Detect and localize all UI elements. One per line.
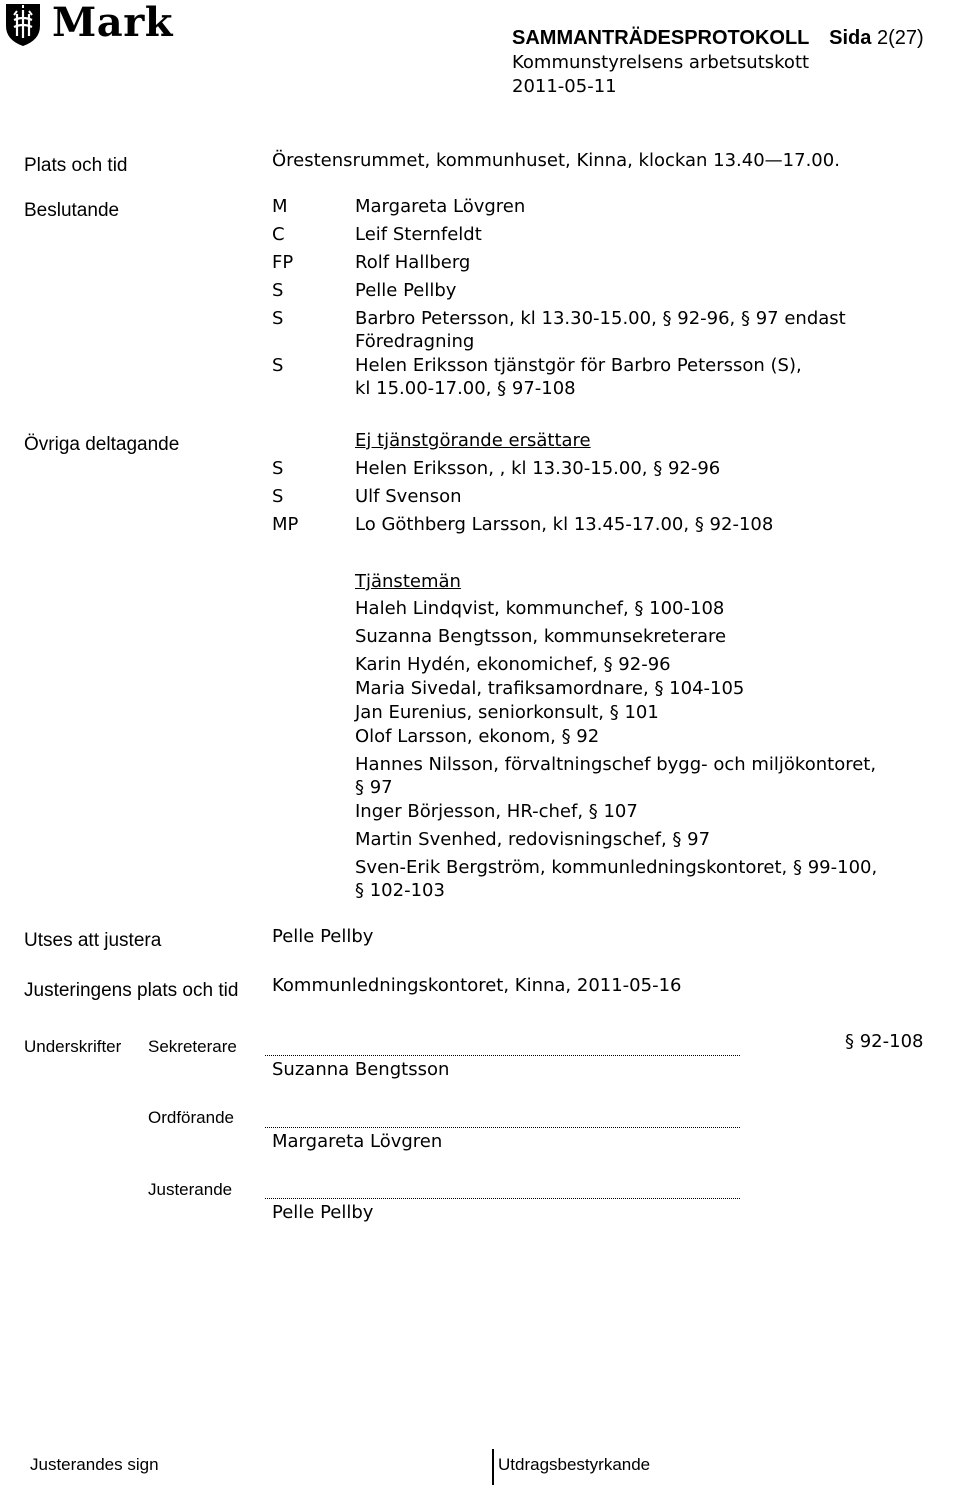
participant-name: Helen Eriksson, , kl 13.30-15.00, § 92-96 (355, 458, 721, 479)
meeting-date: 2011-05-11 (512, 76, 617, 97)
page-number: 2(27) (876, 27, 924, 49)
adjust-place-value: Kommunledningskontoret, Kinna, 2011-05-16 (272, 975, 682, 996)
decider-name: Pelle Pellby (355, 280, 457, 301)
official-line: Maria Sivedal, trafiksamordnare, § 104-105 (355, 678, 745, 699)
page-label: Sida (829, 27, 872, 49)
participant-party: MP (272, 514, 299, 535)
place-label: Plats och tid (24, 155, 128, 176)
municipality-logo (4, 2, 184, 50)
decider-name: Leif Sternfeldt (355, 224, 482, 245)
place-value: Örestensrummet, kommunhuset, Kinna, klockan 13.40—17.00. (272, 150, 840, 171)
signature-line (265, 1198, 740, 1199)
official-line: Suzanna Bengtsson, kommunsekreterare (355, 626, 727, 647)
decider-name: Helen Eriksson tjänstgör för Barbro Petersson (S), (355, 355, 802, 376)
adjuster-label: Utses att justera (24, 930, 162, 951)
participant-name: Ulf Svenson (355, 486, 462, 507)
signature-line (265, 1055, 740, 1056)
official-line: Jan Eurenius, seniorkonsult, § 101 (355, 702, 659, 723)
official-line: Olof Larsson, ekonom, § 92 (355, 726, 600, 747)
decider-party: FP (272, 252, 294, 273)
page-indicator (829, 27, 924, 49)
signature-role: Ordförande (148, 1108, 234, 1127)
officials-heading: Tjänstemän (355, 571, 461, 592)
decider-party: S (272, 355, 284, 376)
participant-party: S (272, 486, 284, 507)
decider-name-continued: kl 15.00-17.00, § 97-108 (355, 378, 576, 399)
decider-name: Margareta Lövgren (355, 196, 526, 217)
document-title (512, 26, 924, 50)
participant-name: Lo Göthberg Larsson, kl 13.45-17.00, § 92-108 (355, 514, 774, 535)
official-line: Sven-Erik Bergström, kommunledningskontoret, § 99-100, (355, 857, 878, 878)
others-label: Övriga deltagande (24, 434, 180, 455)
decider-party: S (272, 280, 284, 301)
footer-adjuster-sign: Justerandes sign (30, 1455, 159, 1474)
official-line: Haleh Lindqvist, kommunchef, § 100-108 (355, 598, 725, 619)
signature-role: Sekreterare (148, 1037, 237, 1056)
document-type: SAMMANTRÄDESPROTOKOLL (512, 27, 810, 49)
adjust-place-label: Justeringens plats och tid (24, 980, 239, 1001)
decider-party: S (272, 308, 284, 329)
signed-paragraphs: § 92-108 (845, 1031, 924, 1052)
committee-name: Kommunstyrelsens arbetsutskott (512, 52, 810, 73)
signatory-name: Margareta Lövgren (272, 1131, 443, 1152)
decider-name: Barbro Petersson, kl 13.30-15.00, § 92-96, § 97 endast (355, 308, 846, 329)
adjuster-value: Pelle Pellby (272, 926, 374, 947)
deciders-label: Beslutande (24, 200, 120, 221)
signatures-label: Underskrifter (24, 1037, 122, 1056)
official-line: Karin Hydén, ekonomichef, § 92-96 (355, 654, 671, 675)
footer-certified-extract: Utdragsbestyrkande (498, 1455, 651, 1474)
decider-party: M (272, 196, 288, 217)
official-line: Martin Svenhed, redovisningschef, § 97 (355, 829, 711, 850)
official-line: § 102-103 (355, 880, 445, 901)
decider-party: C (272, 224, 285, 245)
coat-of-arms-icon (4, 2, 42, 48)
footer-divider (492, 1449, 494, 1485)
official-line: Inger Börjesson, HR-chef, § 107 (355, 801, 638, 822)
participant-party: S (272, 458, 284, 479)
logo-wordmark: Mark (52, 0, 173, 46)
decider-name: Rolf Hallberg (355, 252, 471, 273)
official-line: Hannes Nilsson, förvaltningschef bygg- och miljökontoret, (355, 754, 877, 775)
signatory-name: Pelle Pellby (272, 1202, 374, 1223)
official-line: § 97 (355, 777, 393, 798)
signatory-name: Suzanna Bengtsson (272, 1059, 450, 1080)
substitutes-heading: Ej tjänstgörande ersättare (355, 430, 591, 451)
signature-role: Justerande (148, 1180, 233, 1199)
decider-name-continued: Föredragning (355, 331, 475, 352)
signature-line (265, 1127, 740, 1128)
